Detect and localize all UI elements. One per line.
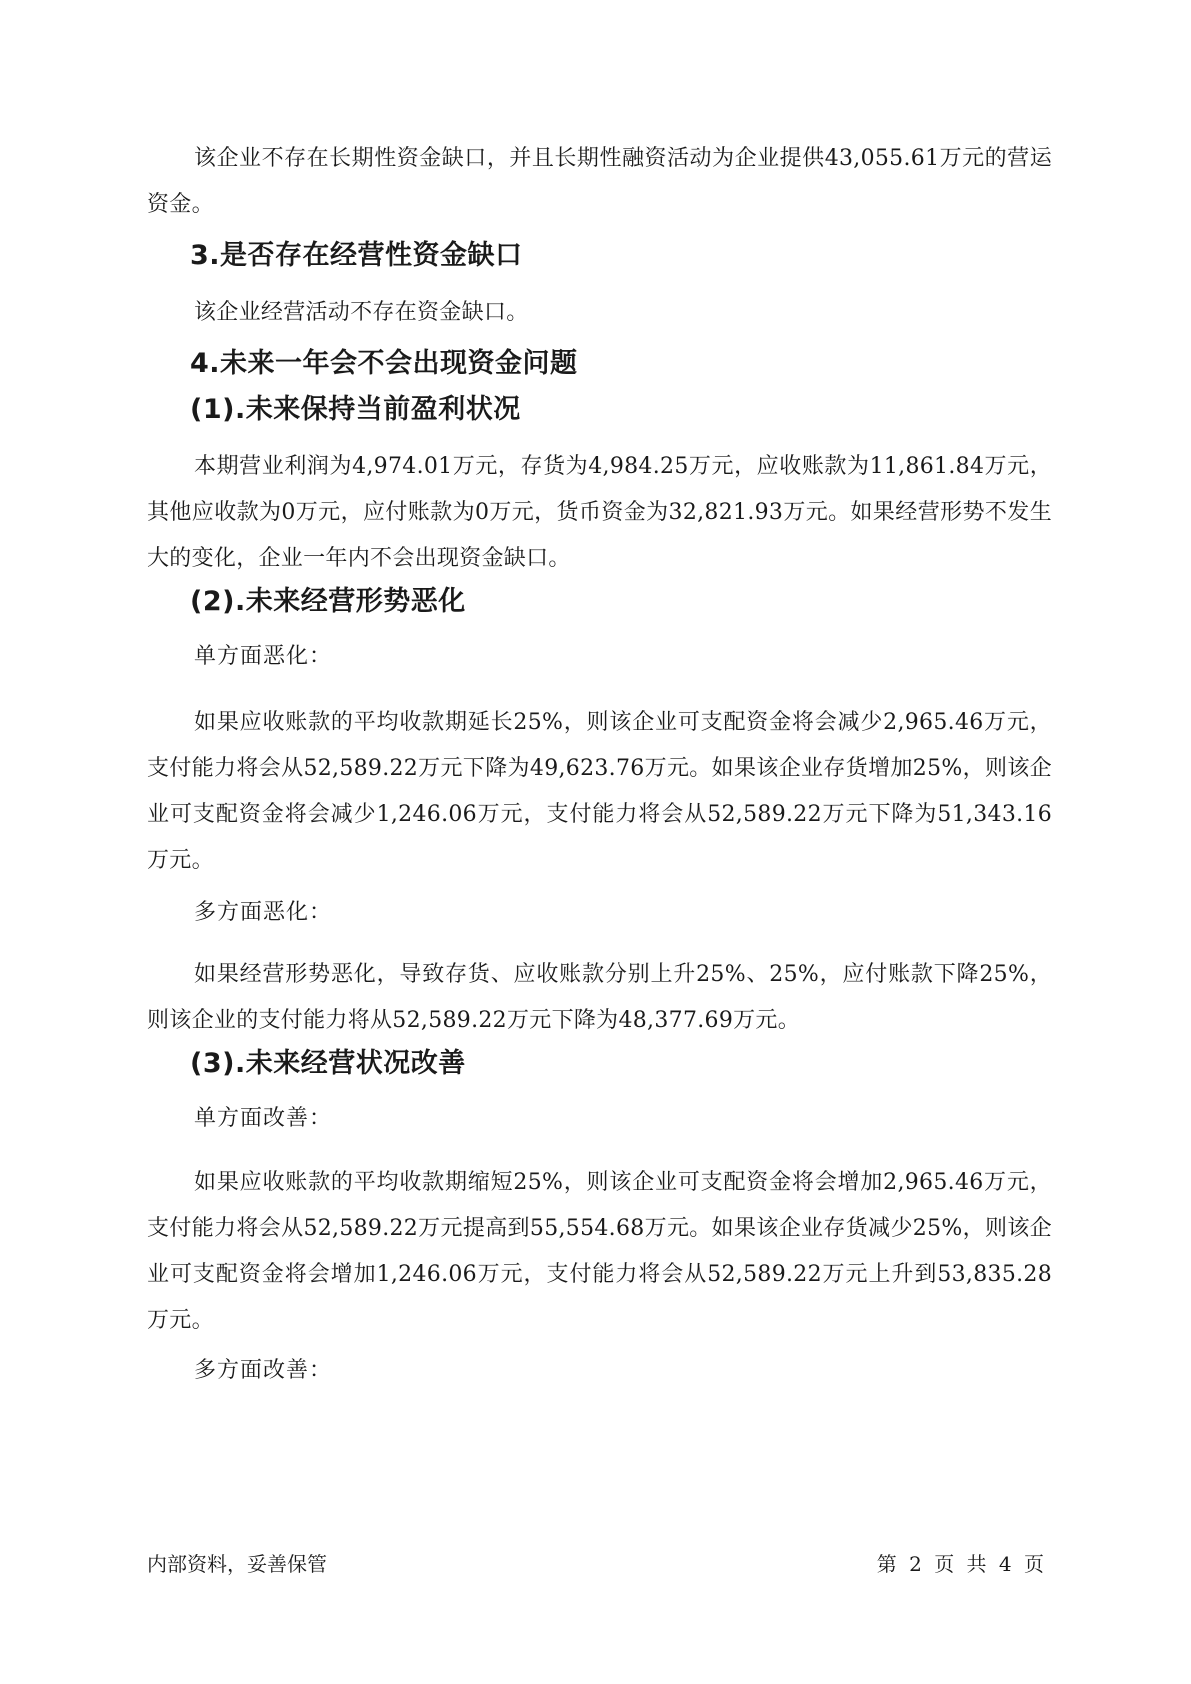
label-multi-better: 多方面改善： [194, 1358, 333, 1383]
label-single-worse: 单方面恶化： [194, 644, 333, 669]
heading-improvement: (3).未来经营状况改善 [190, 1048, 466, 1079]
paragraph-operating-gap: 该企业经营活动不存在资金缺口。 [194, 300, 529, 325]
paragraph-multi-worse: 如果经营形势恶化，导致存货、应收账款分别上升25%、25%，应付账款下降25%，则该企业的支付能力将从52,589.22万元下降为48,377.69万元。 [147, 962, 1052, 1033]
heading-operating-gap: 3.是否存在经营性资金缺口 [190, 240, 523, 271]
label-single-better: 单方面改善： [194, 1106, 333, 1131]
footer-page-number: 第 2 页 共 4 页 [876, 1552, 1044, 1576]
heading-next-year-funding: 4.未来一年会不会出现资金问题 [190, 348, 578, 379]
paragraph-current-profit: 本期营业利润为4,974.01万元，存货为4,984.25万元，应收账款为11,861.84万元，其他应收款为0万元，应付账款为0万元，货币资金为32,821.93万元。如果经营形势不发生大的变化，企业一年内不会出现资金缺口。 [147, 454, 1052, 571]
heading-keep-profit: (1).未来保持当前盈利状况 [190, 394, 521, 425]
heading-worsening: (2).未来经营形势恶化 [190, 586, 466, 617]
paragraph-long-term-gap: 该企业不存在长期性资金缺口，并且长期性融资活动为企业提供43,055.61万元的营运资金。 [147, 146, 1052, 217]
paragraph-single-better: 如果应收账款的平均收款期缩短25%，则该企业可支配资金将会增加2,965.46万元，支付能力将会从52,589.22万元提高到55,554.68万元。如果该企业存货减少25%，则该企业可支配资金将会增加1,246.06万元，支付能力将会从52,589.22万元上升到53,835.28万元。 [147, 1170, 1052, 1333]
paragraph-single-worse: 如果应收账款的平均收款期延长25%，则该企业可支配资金将会减少2,965.46万元，支付能力将会从52,589.22万元下降为49,623.76万元。如果该企业存货增加25%，则该企业可支配资金将会减少1,246.06万元，支付能力将会从52,589.22万元下降为51,343.16万元。 [147, 710, 1052, 873]
footer-confidential-note: 内部资料，妥善保管 [147, 1552, 327, 1576]
label-multi-worse: 多方面恶化： [194, 900, 333, 925]
